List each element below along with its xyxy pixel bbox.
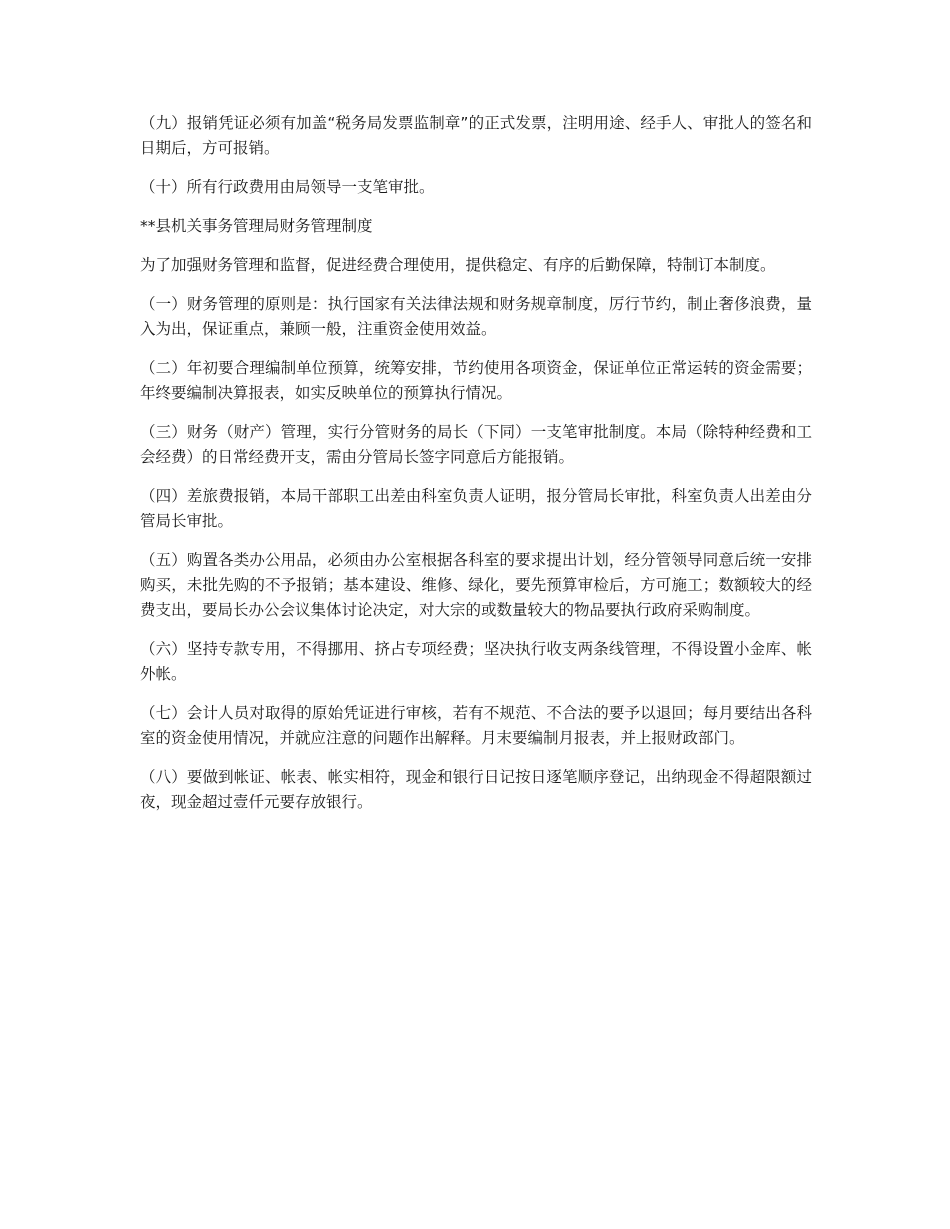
- paragraph-item-9-receipts: （九）报销凭证必须有加盖“税务局发票监制章”的正式发票，注明用途、经手人、审批人的签名和日期后，方可报销。: [140, 114, 812, 157]
- document-title: **县机关事务管理局财务管理制度: [140, 217, 373, 235]
- paragraph-item-6-special-funds: （六）坚持专款专用，不得挪用、挤占专项经费；坚决执行收支两条线管理，不得设置小金库、帐外帐。: [140, 640, 812, 683]
- paragraph-item-7-accounting: （七）会计人员对取得的原始凭证进行审核，若有不规范、不合法的要予以退回；每月要结出各科室的资金使用情况，并就应注意的问题作出解释。月末要编制月报表，并上报财政部门。: [140, 704, 812, 747]
- paragraph-item-1-principles: （一）财务管理的原则是：执行国家有关法律法规和财务规章制度，厉行节约，制止奢侈浪费，量入为出，保证重点，兼顾一般，注重资金使用效益。: [140, 295, 812, 338]
- document-body: [140, 111, 812, 829]
- paragraph-intro: 为了加强财务管理和监督，促进经费合理使用，提供稳定、有序的后勤保障，特制订本制度。: [140, 256, 776, 274]
- paragraph-item-10-approval: （十）所有行政费用由局领导一支笔审批。: [140, 178, 435, 196]
- paragraph-item-4-travel: （四）差旅费报销，本局干部职工出差由科室负责人证明，报分管局长审批，科室负责人出差由分管局长审批。: [140, 487, 812, 530]
- paragraph-item-8-cash: （八）要做到帐证、帐表、帐实相符，现金和银行日记按日逐笔顺序登记，出纳现金不得超限额过夜，现金超过壹仟元要存放银行。: [140, 768, 812, 811]
- paragraph-item-5-purchasing: （五）购置各类办公用品，必须由办公室根据各科室的要求提出计划，经分管领导同意后统一安排购买，未批先购的不予报销；基本建设、维修、绿化，要先预算审检后，方可施工；数额较大的经费支出，要局长办公会议集体讨论决定，对大宗的或数量较大的物品要执行政府采购制度。: [140, 551, 812, 619]
- paragraph-item-3-management: （三）财务（财产）管理，实行分管财务的局长（下同）一支笔审批制度。本局（除特种经费和工会经费）的日常经费开支，需由分管局长签字同意后方能报销。: [140, 423, 812, 466]
- paragraph-item-2-budget: （二）年初要合理编制单位预算，统筹安排，节约使用各项资金，保证单位正常运转的资金需要；年终要编制决算报表，如实反映单位的预算执行情况。: [140, 359, 812, 402]
